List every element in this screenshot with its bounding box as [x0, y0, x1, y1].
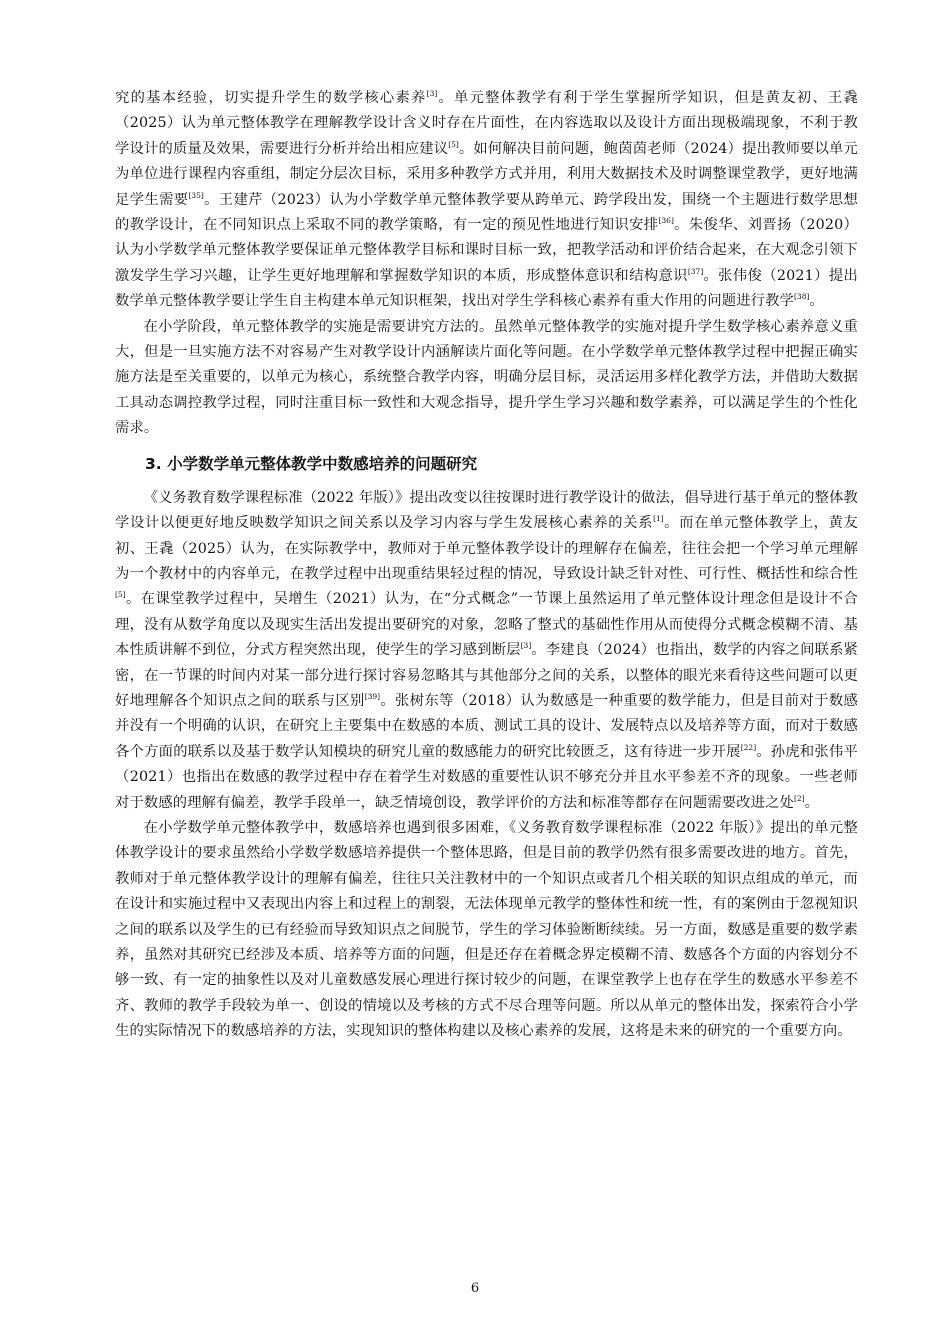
- paragraph-2: 在小学阶段，单元整体教学的实施是需要讲究方法的。虽然单元整体教学的实施对提升学生数学核心素养意义重大，但是一旦实施方法不对容易产生对教学设计内涵解读片面化等问题。在小学数学单元整体教学过程中把握正确实施方法是至关重要的，以单元为核心，系统整合教学内容，明确分层目标，灵活运用多样化教学方法，并借助大数据工具动态调控教学过程，同时注重目标一致性和大观念指导，提升学生学习兴趣和数学素养，可以满足学生的个性化需求。: [115, 318, 858, 437]
- citation-ref: [3]: [520, 641, 532, 651]
- citation-ref: [39]: [364, 691, 381, 701]
- text-run: 《义务教育数学课程标准（2022 年版）》提出改变以往按课时进行教学设计的做法，倡导进行基于单元的整体教学设计以便更好地反映数学知识之间关系以及学习内容与学生发展核心素养的关系: [115, 489, 858, 532]
- text-run: 。: [804, 794, 820, 811]
- text-run: 。张树东等（2018）认为数感是一种重要的数学能力，但是目前对于数感并没有一个明确的认识，在研究上主要集中在数感的本质、测试工具的设计、发展特点以及培养等方面，而对于数感各个方面的联系以及基于数学认知模块的研究儿童的数感能力的研究比较匮乏，这有待进一步开展: [115, 692, 858, 760]
- text-run: 。孙虎和张伟平（2021）也指出在数感的教学过程中存在着学生对数感的重要性认识不够充分并且水平参差不齐的现象。一些老师对于数感的理解有偏差，教学手段单一，缺乏情境创设，教学评价的方法和标准等都存在问题需要改进之处: [115, 743, 858, 811]
- text-run: 。王建芹（2023）认为小学数学单元整体教学要从跨单元、跨学段出发，围绕一个主题进行数学思想的教学设计，在不同知识点上采取不同的教学策略，有一定的预见性地进行知识安排: [115, 191, 859, 234]
- citation-ref: [3]: [426, 89, 438, 98]
- citation-ref: [37]: [687, 266, 704, 276]
- page-number: 6: [470, 1281, 480, 1296]
- paragraph-1: [115, 86, 858, 315]
- text-run: 。朱俊华、刘晋扬（2020）认为小学数学单元整体教学要保证单元整体教学目标和课时目标一致，把教学活动和评价结合起来，在大观念引领下激发学生学习兴趣，让学生更好地理解和掌握数学知识的本质，形成整体意识和结构意识: [115, 217, 859, 284]
- citation-ref: [1]: [653, 514, 664, 524]
- citation-ref: [36]: [658, 216, 674, 226]
- text-run: 。单元整体教学有利于学生掌握所学知识，但是黄友初、王毳（2025）认为单元整体教学在理解教学设计含义时存在片面性，在内容选取以及设计方面出现极端现象，不利于教学设计的质量及效果，需要进行分析并给出相应建议: [115, 90, 858, 157]
- citation-ref: [38]: [794, 292, 810, 302]
- paragraph-3: [115, 486, 858, 816]
- section-heading: 3. 小学数学单元整体教学中数感培养的问题研究: [145, 454, 478, 473]
- citation-ref: [5]: [448, 139, 459, 149]
- citation-ref: [22]: [740, 742, 757, 752]
- text-run: 究的基本经验，切实提升学生的数学核心素养: [115, 90, 427, 106]
- text-run: 。李建良（2024）也指出，数学的内容之间联系紧密，在一节课的时间内对某一部分进行探讨容易忽略其与其他部分之间的关系，以整体的眼光来看待这些问题可以更好地理解各个知识点之间的联系与区别: [115, 642, 859, 709]
- text-run: 。如何解决目前问题，鲍茵茵老师（2024）提出教师要以单元为单位进行课程内容重组，制定分层次目标，采用多种教学方式并用，利用大数据技术及时调整课堂教学，更好地满足学生需要: [115, 140, 858, 208]
- body-text: [115, 86, 858, 1045]
- citation-ref: [2]: [794, 793, 805, 803]
- text-run: 。在课堂教学过程中，吴增生（2021）认为，在“分式概念”一节课上虽然运用了单元整体设计理念但是设计不合理，没有从数学角度以及现实生活出发提出要研究的对象，忽略了整式的基础性作用从而使得分式概念模糊不清、基本性质讲解不到位，分式方程突然出现，使学生的学习感到断层: [115, 591, 858, 659]
- citation-ref: [35]: [188, 190, 204, 200]
- text-run: 。: [809, 293, 824, 310]
- citation-ref: [5]: [115, 590, 126, 600]
- text-run: 。张伟俊（2021）提出数学单元整体教学要让学生自主构建本单元知识框架，找出对学生学科核心素养有重大作用的问题进行教学: [115, 267, 858, 310]
- paragraph-4: 在小学数学单元整体教学中，数感培养也遇到很多困难，《义务教育数学课程标准（2022 年版）》提出的单元整体教学设计的要求虽然给小学数学数感培养提供一个整体思路，但是目前的教学仍然有很多需要改进的地方。首先，教师对于单元整体教学设计的理解有偏差，往往只关注教材中的一个知识点或者几个相关联的知识点组成的单元，而在设计和实施过程中又表现出内容上和过程上的割裂，无法体现单元教学的整体性和统一性，有的案例由于忽视知识之间的联系以及学生的已有经验而导致知识点之间脱节，学生的学习体验断断续续。另一方面，数感是重要的数学素养，虽然对其研究已经涉及本质、培养等方面的问题，但是还存在着概念界定模糊不清、数感各个方面的内容划分不够一致、有一定的抽象性以及对儿童数感发展心理进行探讨较少的问题，在课堂教学上也存在学生的数感水平参差不齐、教师的教学手段较为单一、创设的情境以及考核的方式不尽合理等问题。所以从单元的整体出发，探索符合小学生的实际情况下的数感培养的方法，实现知识的整体构建以及核心素养的发展，这将是未来的研究的一个重要方向。: [115, 819, 858, 1040]
- text-run: 。而在单元整体教学上，黄友初、王毳（2025）认为，在实际教学中，教师对于单元整体教学设计的理解存在偏差，往往会把一个学习单元理解为一个教材中的内容单元，在教学过程中出现重结果轻过程的情况，导致设计缺乏针对性、可行性、概括性和综合性: [115, 515, 858, 582]
